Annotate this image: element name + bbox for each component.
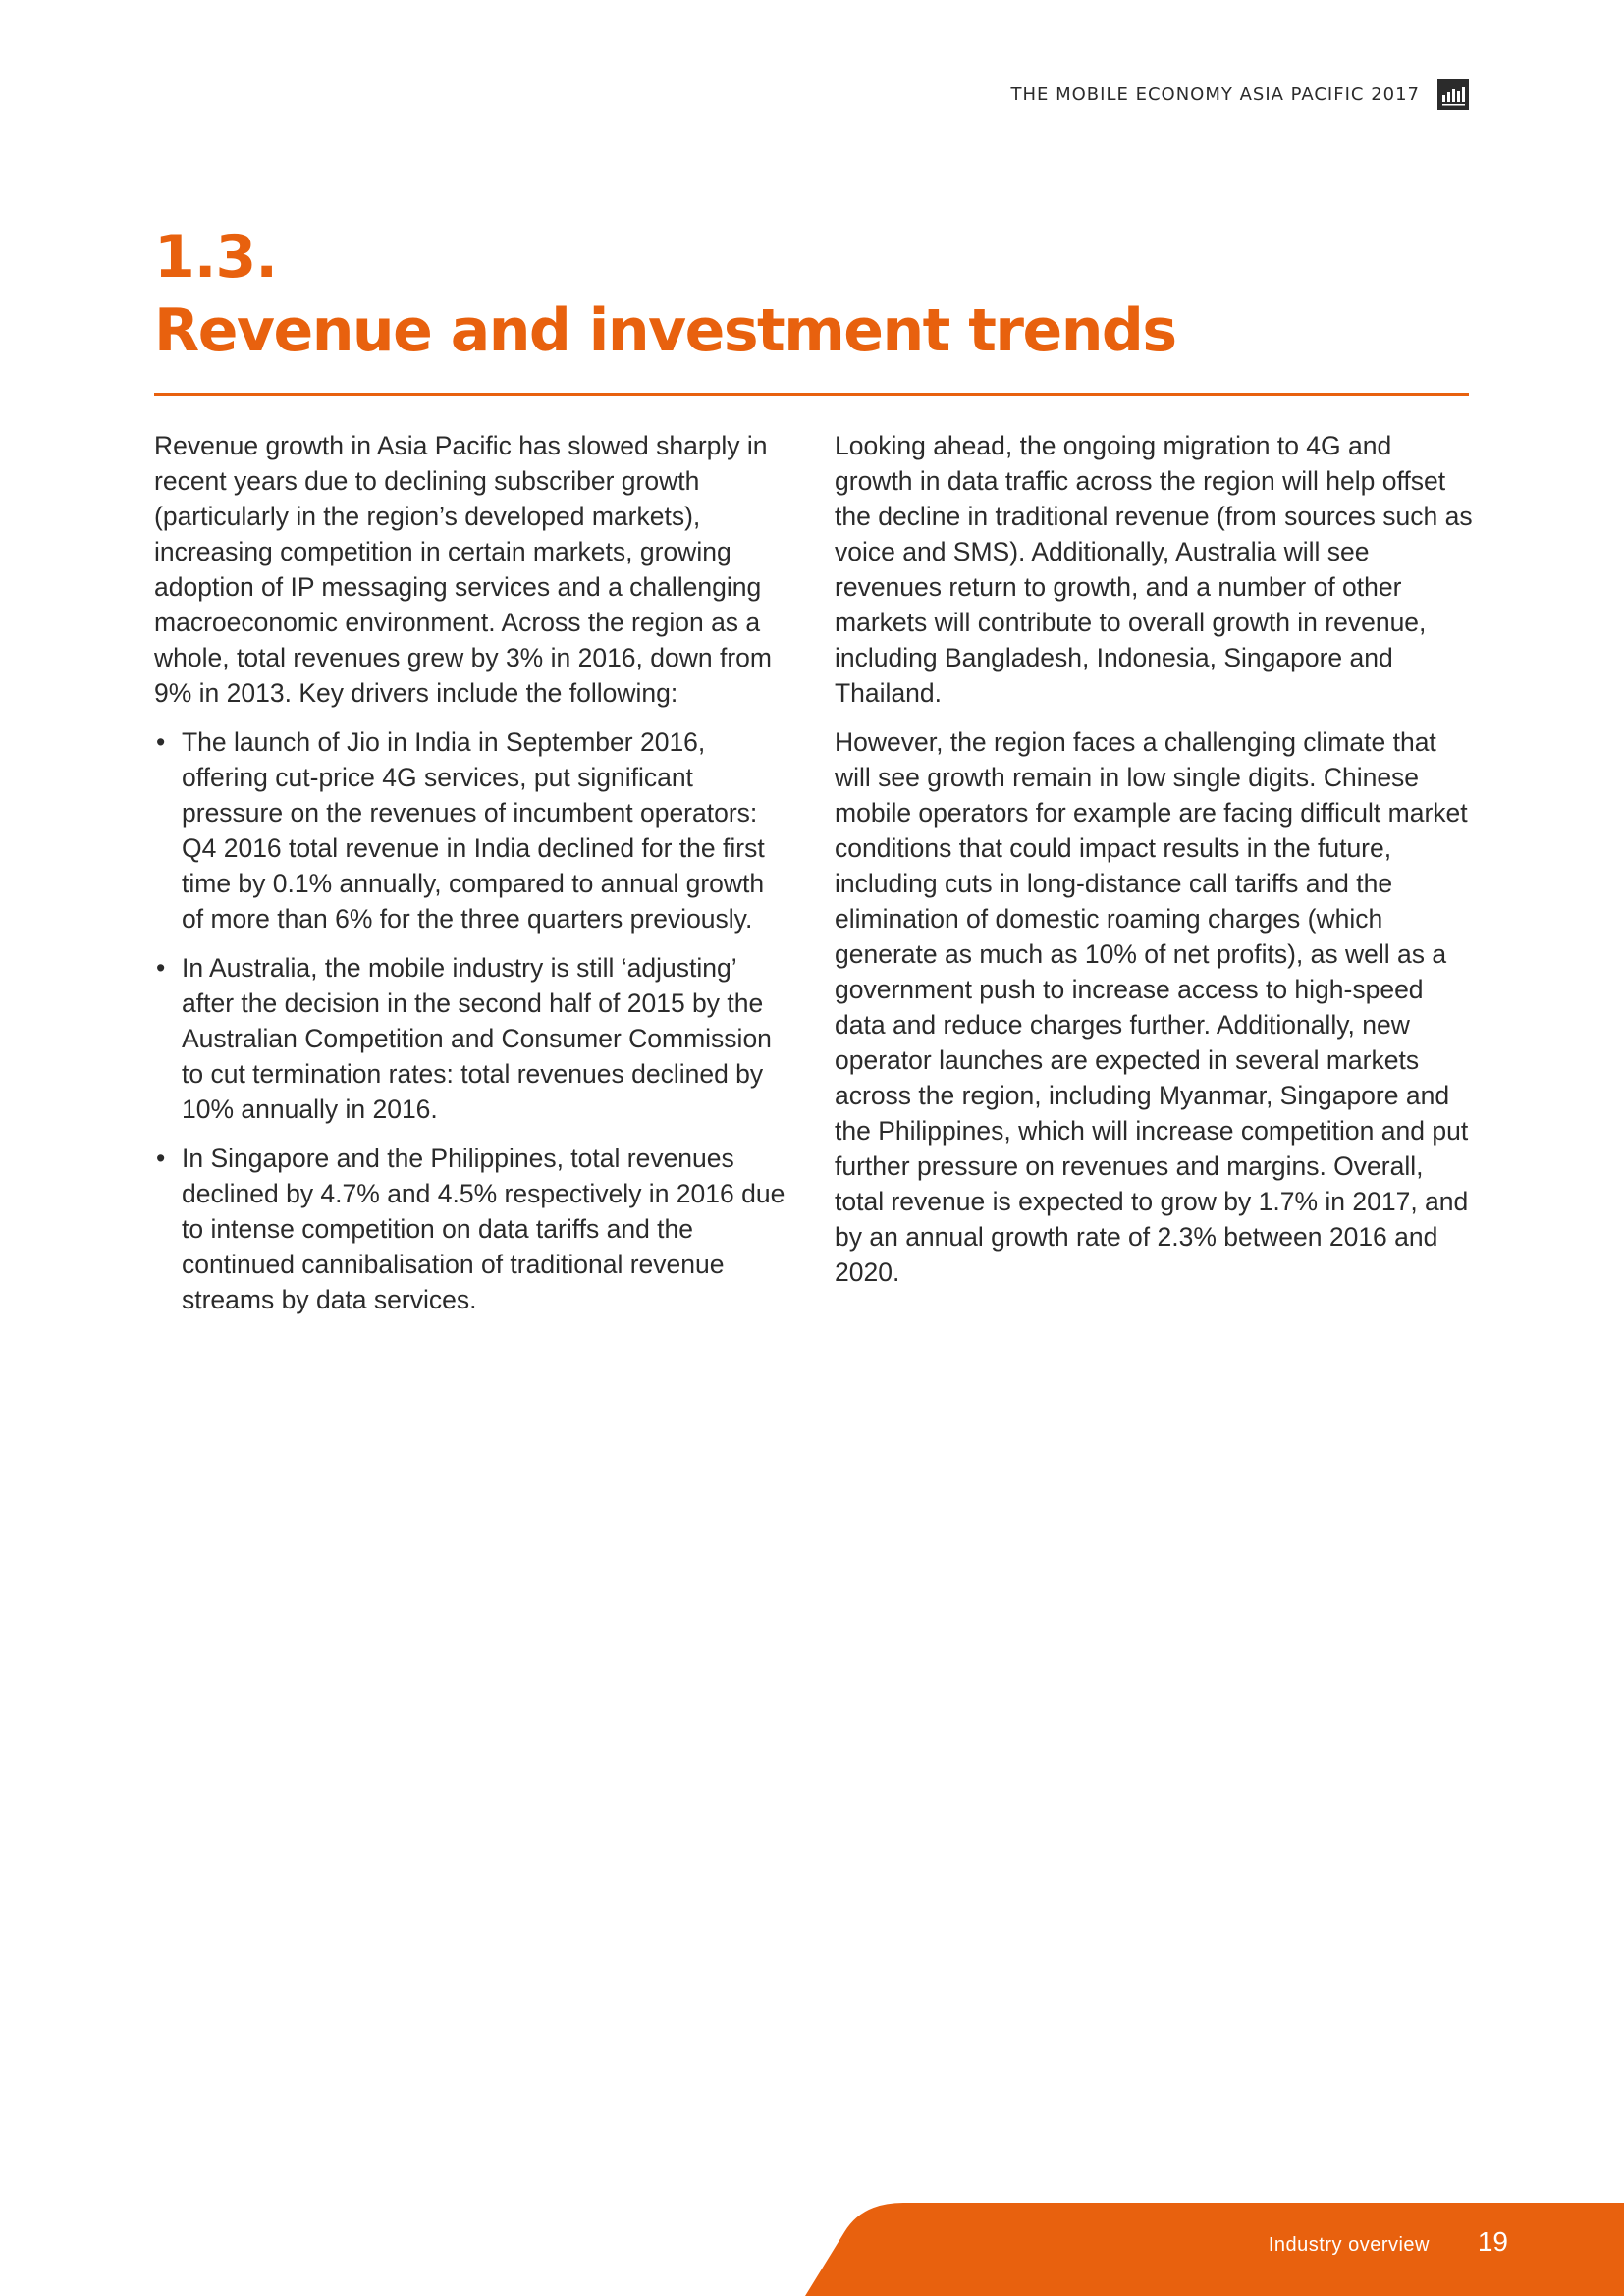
- publication-title: THE MOBILE ECONOMY ASIA PACIFIC 2017: [1010, 83, 1420, 105]
- page-number: 19: [1477, 2226, 1508, 2257]
- key-drivers-list: [154, 724, 792, 1317]
- outlook-paragraph: Looking ahead, the ongoing migration to 4G and growth in data traffic across the region will help offset the decline in traditional revenue (from sources such as voice and SMS). Additionally, Australia will see revenues return to growth, and a number of other markets will contribute to overall growth in revenue, including Bangladesh, Indonesia, Singapore and Thailand.: [835, 431, 1473, 708]
- title-divider: [154, 393, 1469, 396]
- footer-section-label: Industry overview: [1268, 2234, 1430, 2256]
- section-number: 1.3.: [154, 223, 278, 292]
- gsma-intelligence-logo-icon: [1437, 79, 1469, 110]
- list-item: • The launch of Jio in India in September 2016, offering cut-price 4G services, put significant pressure on the revenues of incumbent operators: Q4 2016 total revenue in India declined for the first time by 0.1% annually, compared to annual growth of more than 6% for the three quarters previously.: [154, 724, 792, 936]
- page-title: Revenue and investment trends: [154, 296, 1176, 365]
- challenges-paragraph: However, the region faces a challenging climate that will see growth remain in low single digits. Chinese mobile operators for example are facing difficult market conditions that could impact results in the future, including cuts in long-distance call tariffs and the elimination of domestic roaming charges (which generate as much as 10% of net profits), as well as a government push to increase access to high-speed data and reduce charges further. Additionally, new operator launches are expected in several markets across the region, including Myanmar, Singapore and the Philippines, which will increase competition and put further pressure on revenues and margins. Overall, total revenue is expected to grow by 1.7% in 2017, and by an annual growth rate of 2.3% between 2016 and 2020.: [835, 727, 1469, 1287]
- list-item: • In Australia, the mobile industry is still ‘adjusting’ after the decision in the second half of 2015 by the Australian Competition and Consumer Commission to cut termination rates: total revenues declined by 10% annually in 2016.: [154, 950, 792, 1127]
- list-item: • In Singapore and the Philippines, total revenues declined by 4.7% and 4.5% respectively in 2016 due to intense competition on data tariffs and the continued cannibalisation of traditional revenue streams by data services.: [154, 1141, 792, 1317]
- intro-paragraph: Revenue growth in Asia Pacific has slowed sharply in recent years due to declining subscriber growth (particularly in the region’s developed markets), increasing competition in certain markets, growing adoption of IP messaging services and a challenging macroeconomic environment. Across the region as a whole, total revenues grew by 3% in 2016, down from 9% in 2013. Key drivers include the following:: [154, 431, 772, 708]
- right-column: [835, 428, 1473, 1304]
- left-column: [154, 428, 792, 1331]
- page-header: [1010, 79, 1469, 110]
